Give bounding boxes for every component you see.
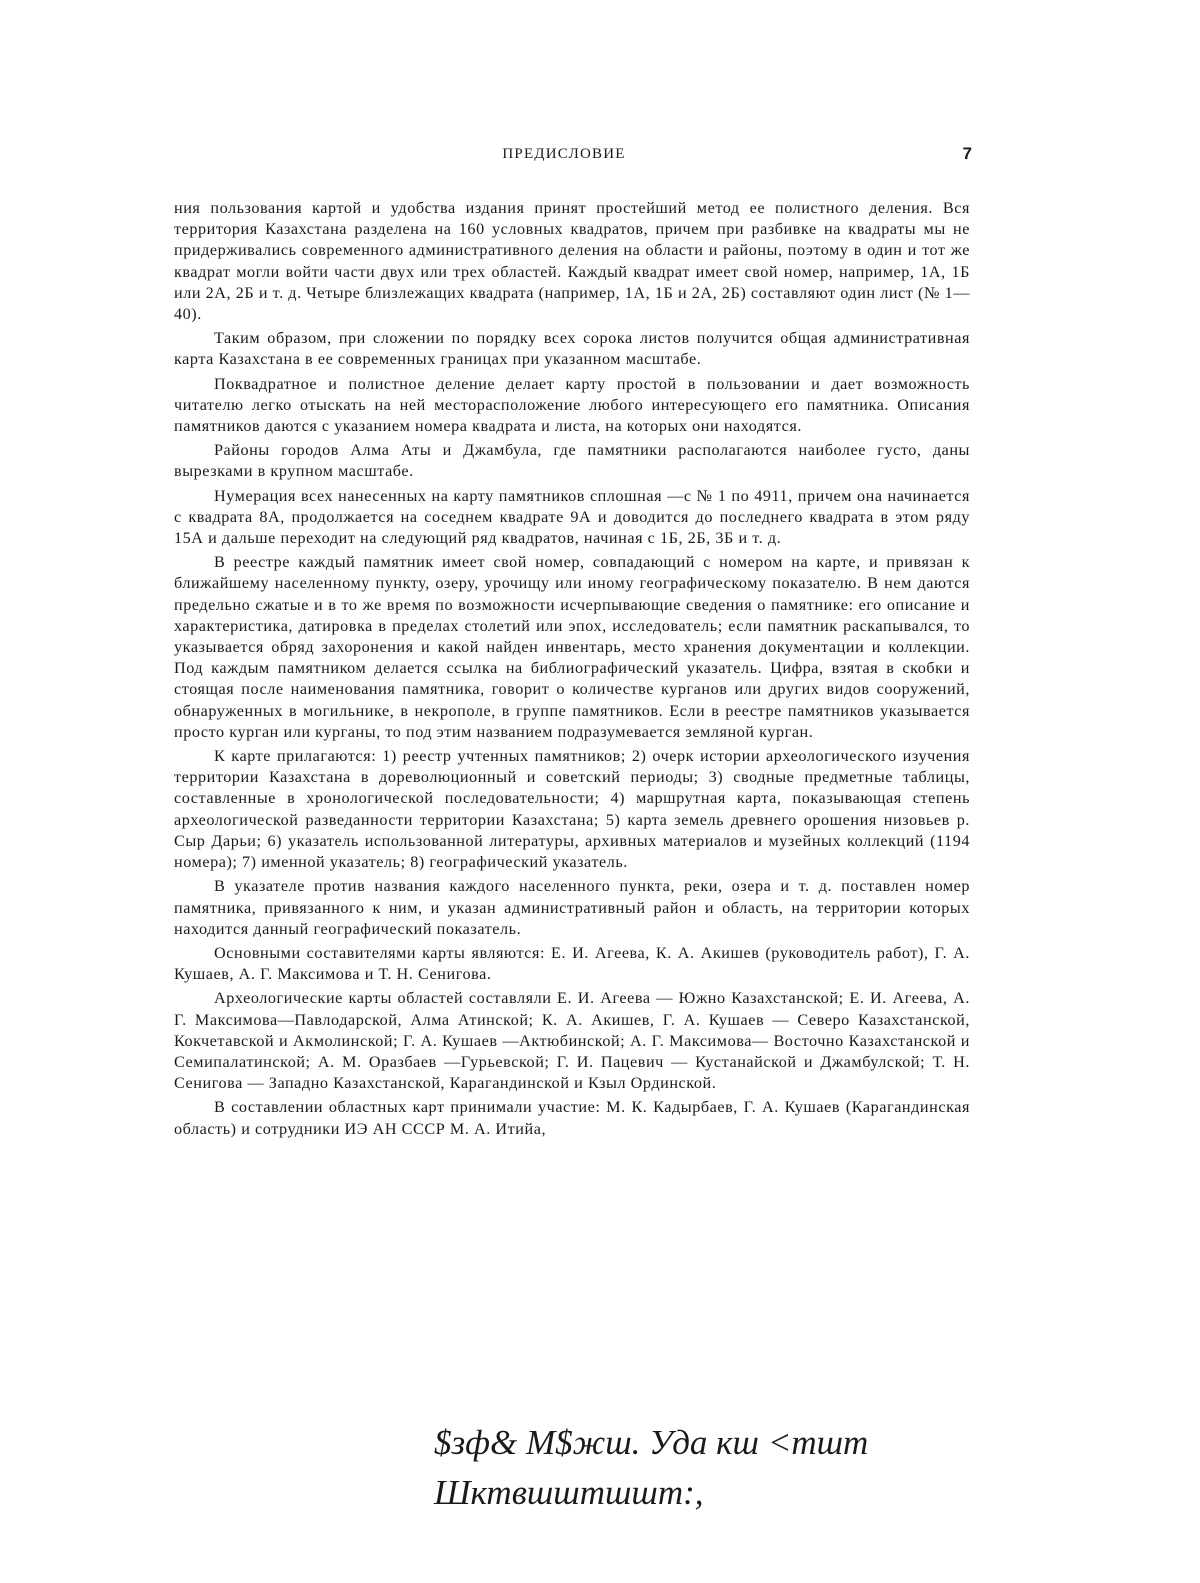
running-title: ПРЕДИСЛОВИЕ [502,146,626,162]
paragraph: К карте прилагаются: 1) реестр учтенных памятников; 2) очерк истории археологического изучения территории Казахстана в дореволюционный и советский периоды; 3) сводные предметные таблицы, составленные в хронологической последовательности; 4) маршрутная карта, показывающая степень археологической разведанности территории Казахстана; 5) карта земель древнего орошения низовьев р. Сыр Дарьи; 6) указатель использованной литературы, архивных материалов и музейных коллекций (1194 номера); 7) именной указатель; 8) географический указатель. [174,747,970,872]
paragraph: Основными составителями карты являются: Е. И. Агеева, К. А. Акишев (руководитель работ), Г. А. Кушаев, А. Г. Максимова и Т. Н. Сенигова. [174,943,970,984]
paragraph: В реестре каждый памятник имеет свой номер, совпадающий с номером на карте, и привязан к ближайшему населенному пункту, озеру, урочищу или иному географическому показателю. В нем даются предельно сжатые и в то же время по возможности исчерпывающие сведения о памятнике: его описание и характеристика, датировка в пределах столетий или эпох, исследователь; если памятник раскапывался, то указывается обряд захоронения и какой найден инвентарь, место хранения документации и коллекции. Под каждым памятником делается ссылка на библиографический указатель. Цифра, взятая в скобки и стоящая после наименования памятника, говорит о количестве курганов или других видов сооружений, обнаруженных в могильнике, в некрополе, в группе памятников. Если в реестре памятников указывается просто курган или курганы, то под этим названием подразумевается земляной курган. [174,553,970,741]
body-text [174,198,970,1143]
paragraph: Нумерация всех нанесенных на карту памятников сплошная —с № 1 по 4911, причем она начинается с квадрата 8А, продолжается на соседнем квадрате 9А и доводится до последнего квадрата в этом ряду 15А и дальше переходит на следующий ряд квадратов, начиная с 1Б, 2Б, 3Б и т. д. [174,486,970,548]
paragraph: Таким образом, при сложении по порядку всех сорока листов получится общая административная карта Казахстана в ее современных границах при указанном масштабе. [174,329,970,369]
paragraph: В указателе против названия каждого населенного пункта, реки, озера и т. д. поставлен номер памятника, привязанного к ним, и указан административный район и область, на территории которых находится данный географический показатель. [174,877,970,938]
page-header [174,146,974,170]
paragraph-continuation: ния пользования картой и удобства издания принят простейший метод ее полистного деления. Вся территория Казахстана разделена на 160 условных квадратов, причем при разбивке на квадраты мы не придерживались современного административного деления на области и районы, поэтому в один и тот же квадрат могли войти части двух или трех областей. Каждый квадрат имеет свой номер, например, 1А, 1Б или 2А, 2Б и т. д. Четыре близлежащих квадрата (например, 1А, 1Б и 2А, 2Б) составляют один лист (№ 1—40). [174,199,970,324]
paragraph: Районы городов Алма Аты и Джамбула, где памятники располагаются наиболее густо, даны вырезками в крупном масштабе. [174,441,970,481]
garbled-line-1: $зф& М$жш. Уда кш <тшт [434,1423,869,1462]
paragraph: Поквадратное и полистное деление делает карту простой в пользовании и дает возможность читателю легко отыскать на ней месторасположение любого интересующего его памятника. Описания памятников даются с указанием номера квадрата и листа, на которых они находятся. [174,374,970,436]
paragraph: В составлении областных карт принимали участие: М. К. Кадырбаев, Г. А. Кушаев (Карагандинская область) и сотрудники ИЭ АН СССР М. А. Итийа, [174,1098,970,1138]
page-number: 7 [962,144,972,163]
garbled-footer-text [434,1418,1034,1518]
paragraph: Археологические карты областей составляли Е. И. Агеева — Южно Казахстанской; Е. И. Агеева, А. Г. Максимова—Павлодарской, Алма Атинской; К. А. Акишев, Г. А. Кушаев — Северо Казахстанской, Кокчетавской и Акмолинской; Г. А. Кушаев —Актюбинской; А. Г. Максимова— Восточно Казахстанской и Семипалатинской; А. М. Оразбаев —Гурьевской; Г. И. Пацевич — Кустанайской и Джамбулской; Т. Н. Сенигова — Западно Казахстанской, Карагандинской и Кзыл Ординской. [174,989,970,1093]
garbled-line-2: Шктвшштшшт:, [434,1473,704,1512]
